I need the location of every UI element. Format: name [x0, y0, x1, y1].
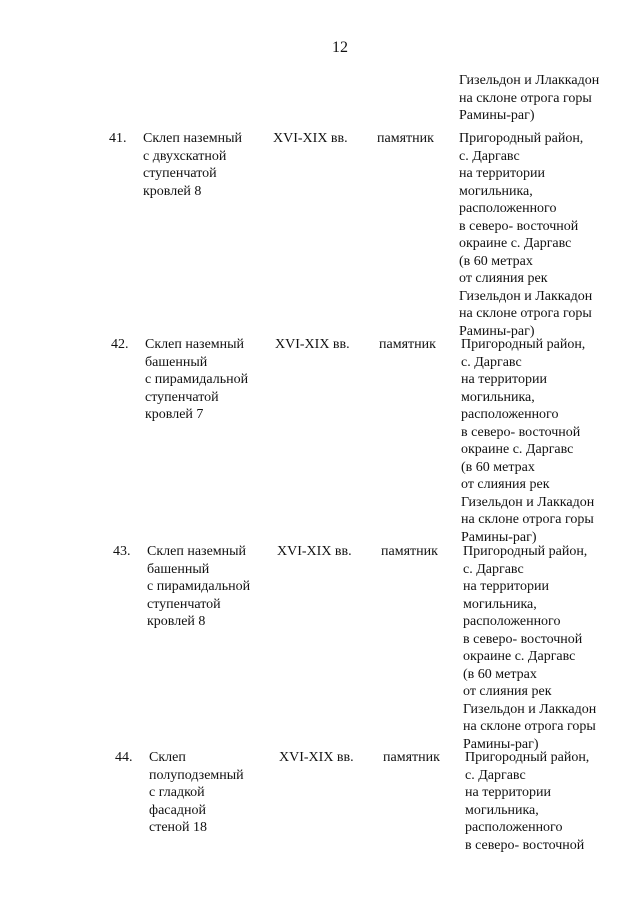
location-line: Гизельдон и Лаккадон	[459, 288, 593, 304]
location-line: от слияния рек	[463, 684, 552, 699]
name-line: ступенчатой	[143, 166, 217, 181]
location-line: (в 60 метрах	[463, 666, 537, 682]
name-line: кровлей 7	[145, 407, 204, 422]
object-name	[145, 336, 248, 424]
location-line: на склоне отрога горы	[461, 512, 594, 527]
location-line: могильника,	[461, 389, 535, 405]
location-line: окраине с. Даргавс	[461, 442, 574, 457]
object-name	[143, 130, 242, 200]
name-line: кровлей 8	[143, 183, 202, 199]
location-line: Пригородный район,	[463, 544, 588, 559]
object-dating: XVI-XIX вв.	[275, 337, 350, 352]
name-line: ступенчатой	[145, 389, 219, 405]
location-line: Пригородный район,	[465, 750, 590, 765]
name-line: Склеп наземный	[145, 337, 245, 352]
entry-number: 44.	[115, 750, 133, 765]
location-line: в северо- восточной	[459, 218, 579, 234]
name-line: ступенчатой	[147, 596, 221, 612]
object-category: памятник	[383, 750, 440, 765]
location-line: от слияния рек	[461, 477, 550, 492]
name-line: Склеп	[149, 750, 186, 765]
location-line: могильника,	[463, 596, 537, 612]
location-line: окраине с. Даргавс	[459, 236, 572, 251]
location-line: с. Даргавс	[463, 561, 524, 577]
location-line: могильника,	[459, 183, 533, 199]
name-line: фасадной	[149, 802, 206, 818]
name-line: Склеп наземный	[143, 131, 243, 146]
location-line: Гизельдон и Лаккадон	[461, 494, 595, 510]
name-line: полуподземный	[149, 767, 244, 783]
location-line: с. Даргавс	[465, 767, 526, 783]
object-category: памятник	[379, 337, 436, 352]
name-line: с пирамидальной	[147, 579, 251, 594]
location-line: на склоне отрога горы	[459, 90, 592, 106]
location-line: Пригородный район,	[461, 337, 586, 352]
object-category: памятник	[381, 544, 438, 559]
continued-location	[459, 72, 599, 125]
location-line: с. Даргавс	[461, 354, 522, 370]
object-location	[463, 543, 596, 753]
object-dating: XVI-XIX вв.	[273, 131, 348, 146]
object-category: памятник	[377, 131, 434, 146]
location-line: (в 60 метрах	[459, 253, 533, 269]
location-line: расположенного	[465, 820, 563, 835]
location-line: с. Даргавс	[459, 148, 520, 164]
location-line: Рамины-раг)	[463, 736, 539, 752]
location-line: расположенного	[459, 201, 557, 216]
location-line: Рамины-раг)	[459, 323, 535, 339]
name-line: Склеп наземный	[147, 544, 247, 559]
object-dating: XVI-XIX вв.	[279, 750, 354, 765]
object-name	[149, 749, 244, 837]
location-line: в северо- восточной	[463, 631, 583, 647]
location-line: на территории	[465, 785, 551, 800]
name-line: стеной 18	[149, 820, 208, 835]
location-line: на территории	[459, 166, 545, 181]
location-line: Рамины-раг)	[461, 529, 537, 545]
name-line: с гладкой	[149, 785, 205, 800]
name-line: с пирамидальной	[145, 372, 249, 387]
location-line: на склоне отрога горы	[463, 719, 596, 734]
location-line: на территории	[461, 372, 547, 387]
entry-number: 43.	[113, 544, 131, 559]
location-line: Гизельдон и Ллаккадон	[459, 73, 600, 88]
location-line: расположенного	[463, 614, 561, 629]
name-line: башенный	[145, 354, 208, 370]
location-line: (в 60 метрах	[461, 459, 535, 475]
object-location	[465, 749, 589, 854]
entry-number: 41.	[109, 131, 127, 146]
object-name	[147, 543, 250, 631]
name-line: кровлей 8	[147, 614, 206, 629]
location-line: расположенного	[461, 407, 559, 422]
location-line: Пригородный район,	[459, 131, 584, 146]
name-line: с двухскатной	[143, 148, 227, 164]
location-line: окраине с. Даргавс	[463, 649, 576, 664]
object-location	[459, 130, 592, 340]
page-number: 12	[332, 39, 348, 56]
location-line: на склоне отрога горы	[459, 306, 592, 321]
location-line: могильника,	[465, 802, 539, 818]
location-line: Рамины-раг)	[459, 108, 535, 123]
object-dating: XVI-XIX вв.	[277, 544, 352, 559]
location-line: в северо- восточной	[465, 837, 585, 853]
location-line: от слияния рек	[459, 271, 548, 286]
name-line: башенный	[147, 561, 210, 577]
location-line: в северо- восточной	[461, 424, 581, 440]
object-location	[461, 336, 594, 546]
location-line: Гизельдон и Лаккадон	[463, 701, 597, 717]
entry-number: 42.	[111, 337, 129, 352]
location-line: на территории	[463, 579, 549, 594]
